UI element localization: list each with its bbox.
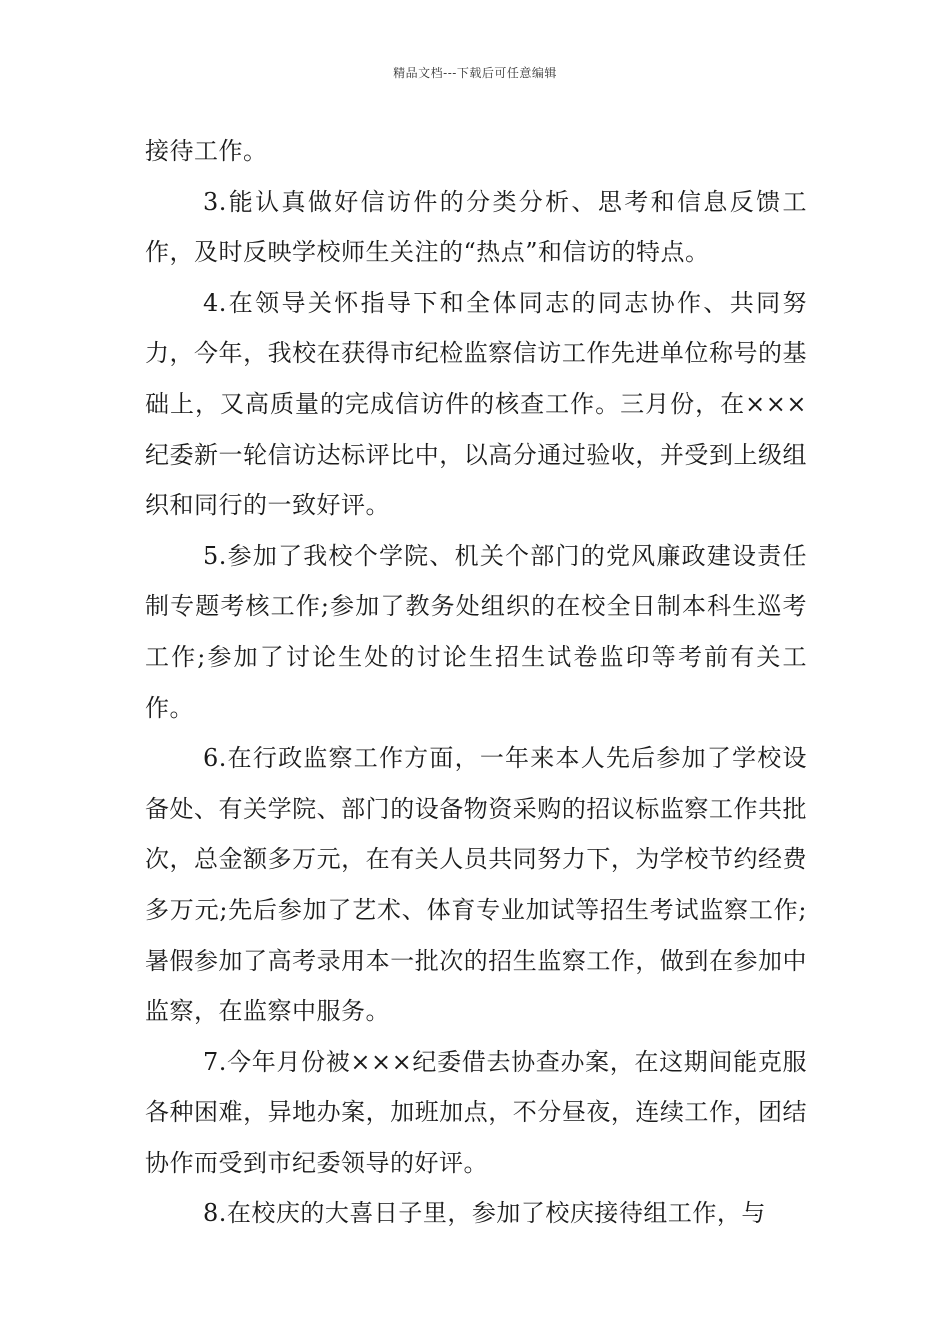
document-body: [145, 126, 807, 1239]
paragraph-item-3: 3.能认真做好信访件的分类分析、思考和信息反馈工作，及时反映学校师生关注的“热点”和信访的特点。: [145, 187, 807, 267]
paragraph-item-4: 4.在领导关怀指导下和全体同志的同志协作、共同努力，今年，我校在获得市纪检监察信访工作先进单位称号的基础上，又高质量的完成信访件的核查工作。三月份，在×××纪委新一轮信访达标评比中，以高分通过验收，并受到上级组织和同行的一致好评。: [145, 288, 807, 520]
paragraph-item-7: 7.今年月份被×××纪委借去协查办案，在这期间能克服各种困难，异地办案，加班加点，不分昼夜，连续工作，团结协作而受到市纪委领导的好评。: [145, 1047, 807, 1177]
paragraph-item-8: 8.在校庆的大喜日子里，参加了校庆接待组工作，与: [203, 1199, 766, 1228]
paragraph-item-6: 6.在行政监察工作方面，一年来本人先后参加了学校设备处、有关学院、部门的设备物资采购的招议标监察工作共批次，总金额多万元，在有关人员共同努力下，为学校节约经费多万元;先后参加了艺术、体育专业加试等招生考试监察工作;暑假参加了高考录用本一批次的招生监察工作，做到在参加中监察，在监察中服务。: [145, 744, 807, 1026]
paragraph-item-5: 5.参加了我校个学院、机关个部门的党风廉政建设责任制专题考核工作;参加了教务处组织的在校全日制本科生巡考工作;参加了讨论生处的讨论生招生试卷监印等考前有关工作。: [145, 541, 807, 722]
paragraph-continuation: 接待工作。: [145, 137, 268, 165]
page-header: 精品文档---下载后可任意编辑: [393, 66, 557, 80]
